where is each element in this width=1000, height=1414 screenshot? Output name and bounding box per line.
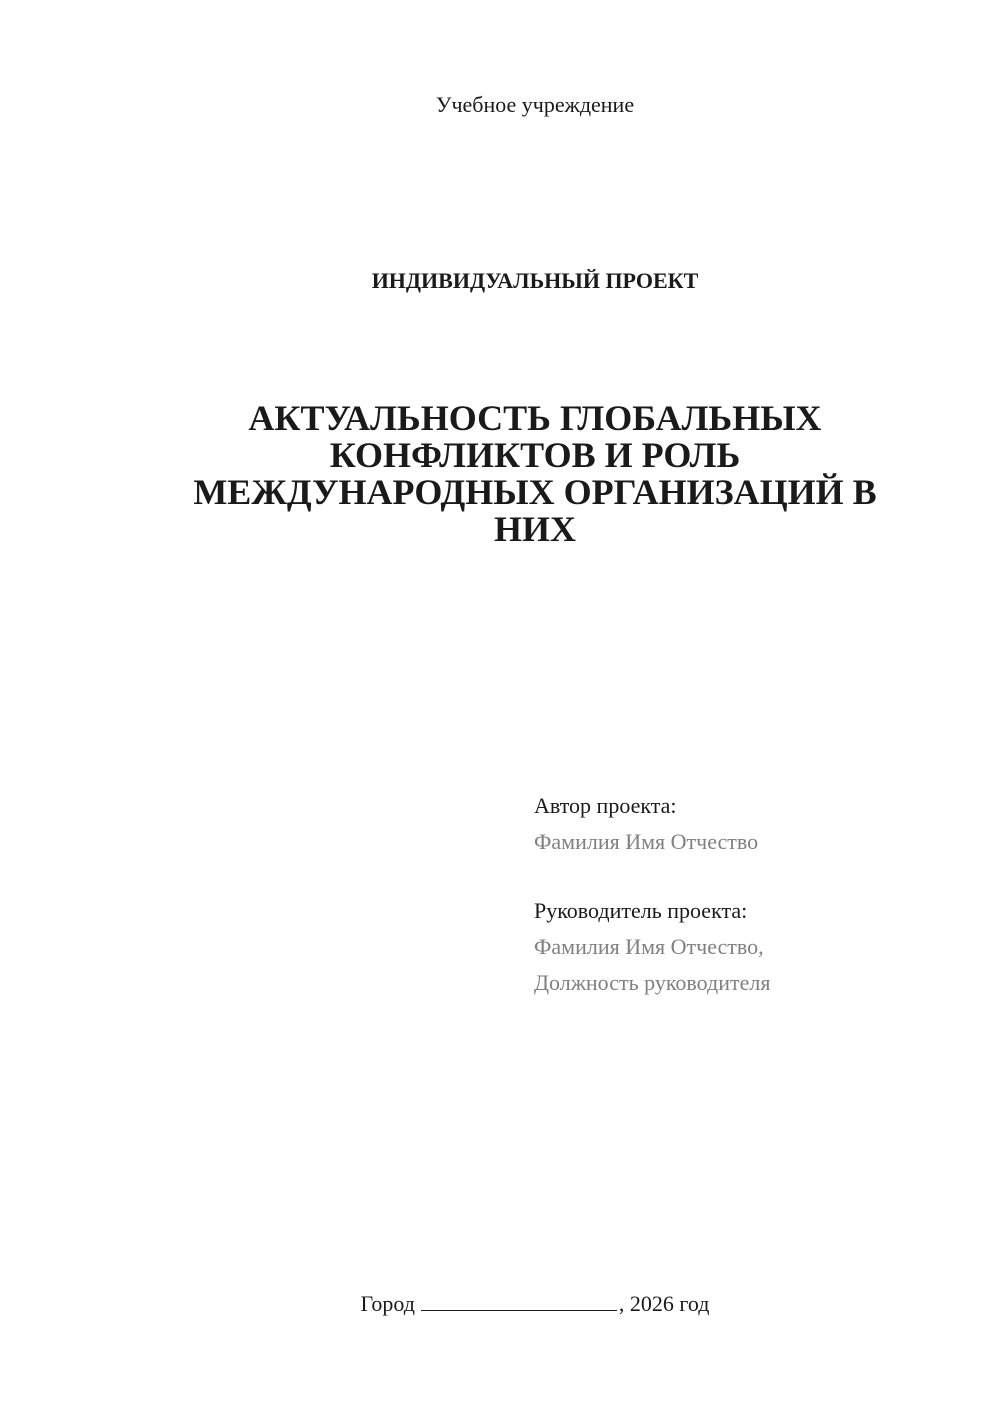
supervisor-label: Руководитель проекта:: [534, 898, 748, 923]
project-title-line: КОНФЛИКТОВ И РОЛЬ: [329, 435, 741, 475]
project-title-line: НИХ: [493, 509, 576, 549]
institution-name: Учебное учреждение: [435, 92, 635, 117]
supervisor-name: Фамилия Имя Отчество,: [534, 934, 764, 959]
document-type: ИНДИВИДУАЛЬНЫЙ ПРОЕКТ: [371, 268, 699, 293]
author-name: Фамилия Имя Отчество: [534, 829, 759, 854]
project-title-line: АКТУАЛЬНОСТЬ ГЛОБАЛЬНЫХ: [248, 398, 822, 438]
author-block: [534, 788, 974, 860]
supervisor-block: [534, 893, 974, 1001]
city-blank-line: [421, 1290, 617, 1311]
city-label: Город: [360, 1291, 415, 1316]
project-title: [140, 400, 930, 548]
author-label: Автор проекта:: [534, 793, 677, 818]
project-title-line: МЕЖДУНАРОДНЫХ ОРГАНИЗАЦИЙ В: [193, 472, 877, 512]
footer-city-year: [0, 1290, 1000, 1317]
supervisor-position: Должность руководителя: [534, 970, 771, 995]
year-text: , 2026 год: [618, 1291, 710, 1316]
